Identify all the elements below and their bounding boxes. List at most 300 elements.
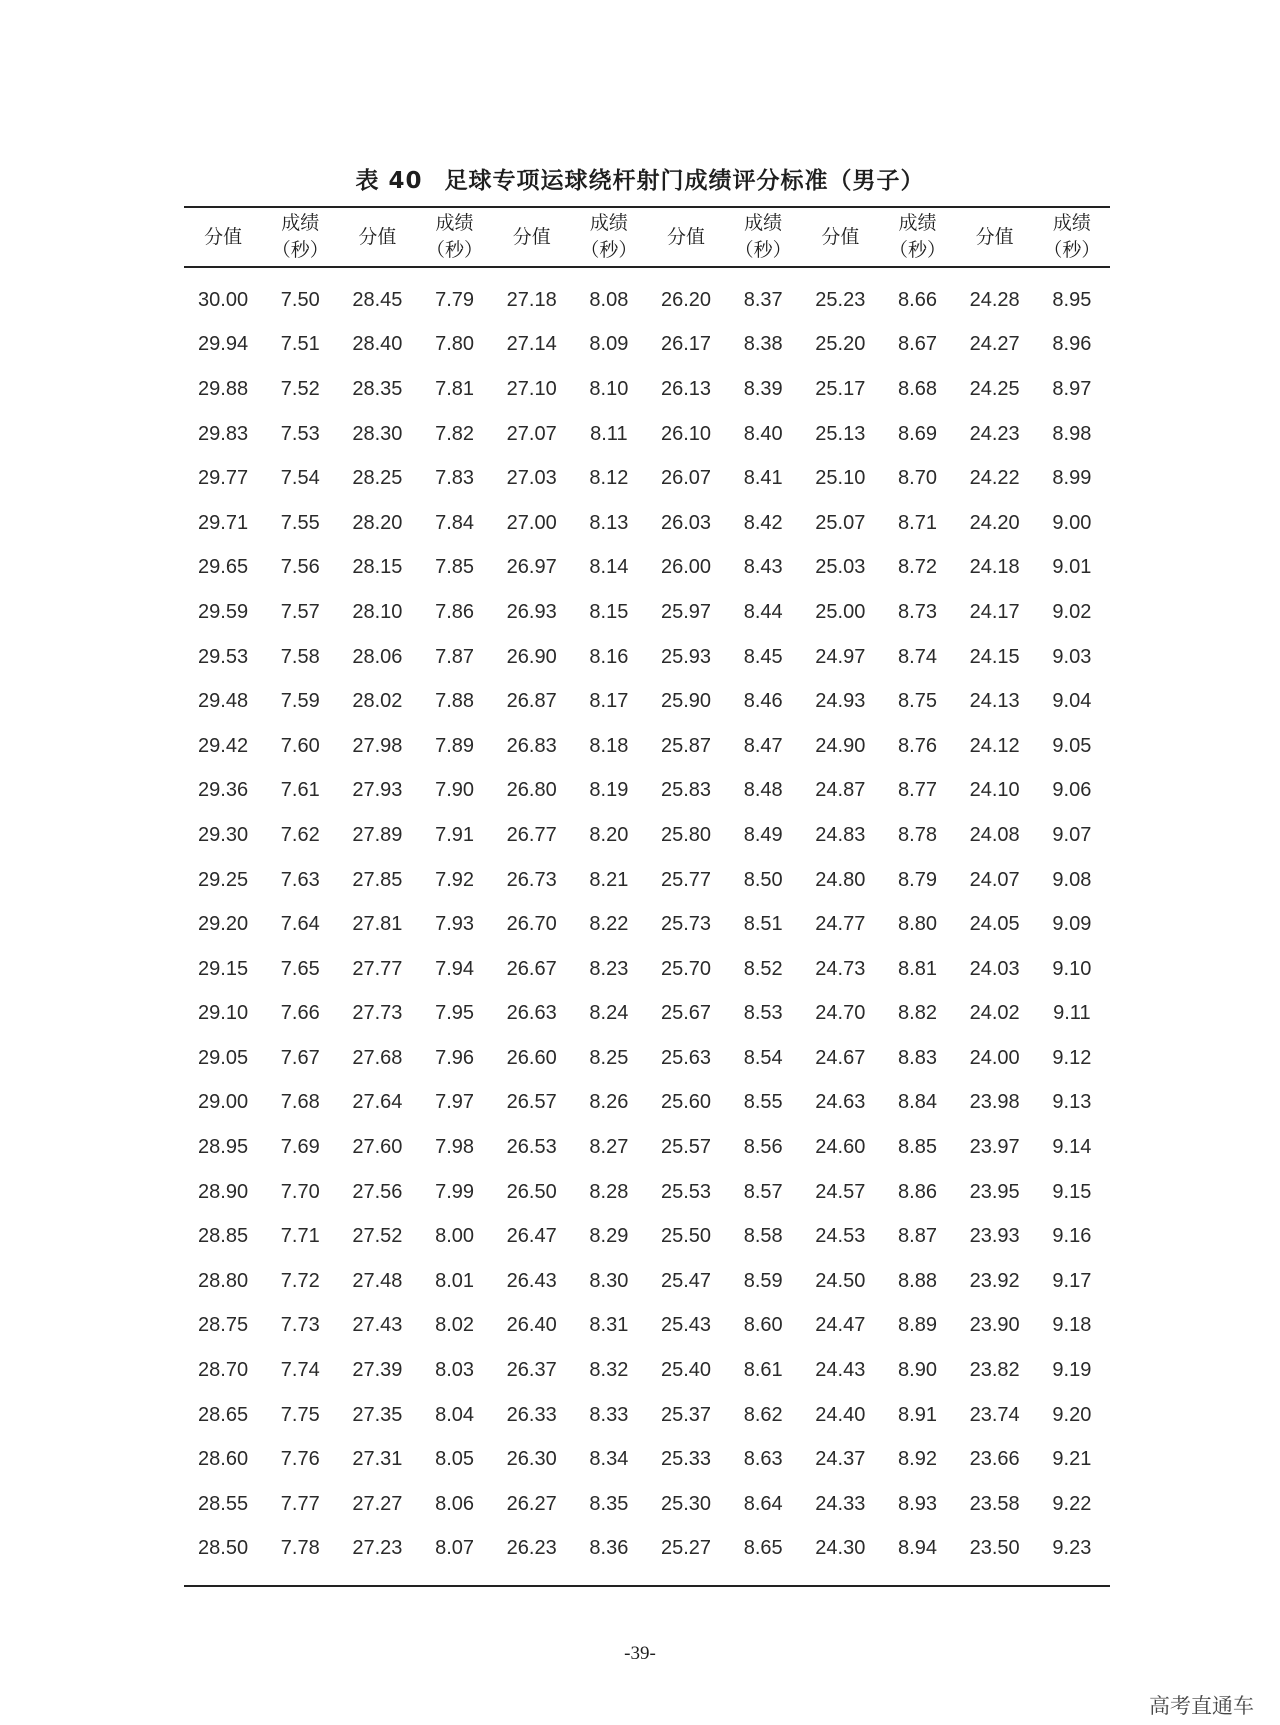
- header-result: [571, 207, 647, 267]
- result-cell: 8.84: [898, 1091, 937, 1114]
- score-cell: 23.50: [969, 1537, 1020, 1560]
- result-cell: 7.65: [280, 957, 320, 980]
- result-cell: 8.05: [435, 1448, 475, 1471]
- result-cell: 8.64: [743, 1492, 783, 1515]
- result-cell: 8.18: [589, 734, 629, 757]
- result-cell: 7.98: [435, 1136, 475, 1159]
- result-cell: 8.82: [898, 1002, 937, 1025]
- score-cell: 26.03: [660, 511, 712, 534]
- score-cell: 24.87: [815, 779, 866, 802]
- result-cell: 8.90: [898, 1359, 937, 1382]
- score-cell: 26.70: [506, 913, 557, 936]
- result-cell: 8.68: [898, 377, 937, 400]
- score-cell: 26.53: [506, 1136, 557, 1159]
- result-cell: 9.01: [1052, 556, 1092, 579]
- score-cell: 27.03: [506, 467, 557, 490]
- result-cell: 8.77: [898, 779, 937, 802]
- result-cell: 8.74: [898, 645, 937, 668]
- table-row: [184, 590, 1110, 635]
- result-cell: 8.62: [743, 1403, 783, 1426]
- score-cell: 29.71: [198, 511, 249, 534]
- score-cell: 28.35: [352, 377, 403, 400]
- result-cell: 9.03: [1052, 645, 1092, 668]
- result-cell: 7.97: [435, 1091, 475, 1114]
- result-cell: 8.69: [898, 422, 937, 445]
- score-cell: 27.56: [352, 1180, 403, 1203]
- score-cell: 24.77: [815, 913, 866, 936]
- score-cell: 28.40: [352, 333, 403, 356]
- result-cell: 8.93: [898, 1492, 937, 1515]
- score-cell: 28.65: [198, 1403, 249, 1426]
- score-cell: 28.90: [198, 1180, 249, 1203]
- score-cell: 25.97: [660, 600, 712, 623]
- score-cell: 24.60: [815, 1136, 866, 1159]
- score-cell: 27.27: [352, 1492, 403, 1515]
- header-score: 分值: [204, 225, 243, 248]
- score-cell: 24.43: [815, 1359, 866, 1382]
- header-result: [725, 207, 801, 267]
- result-cell: 8.60: [743, 1314, 783, 1337]
- score-cell: 26.37: [506, 1359, 557, 1382]
- result-cell: 8.16: [589, 645, 629, 668]
- score-cell: 28.10: [352, 600, 403, 623]
- score-cell: 24.03: [969, 957, 1020, 980]
- header-result-label: 成绩: [744, 212, 783, 234]
- score-cell: 29.10: [198, 1002, 249, 1025]
- result-cell: 9.20: [1052, 1403, 1092, 1426]
- score-cell: 26.77: [506, 823, 557, 846]
- result-cell: 8.10: [589, 377, 629, 400]
- score-cell: 29.42: [198, 734, 249, 757]
- result-cell: 7.52: [280, 377, 320, 400]
- score-cell: 29.36: [198, 779, 249, 802]
- result-cell: 7.95: [435, 1002, 475, 1025]
- score-cell: 25.50: [660, 1225, 712, 1248]
- table-row: [184, 635, 1110, 680]
- result-cell: 8.92: [898, 1448, 937, 1471]
- result-cell: 8.21: [589, 868, 629, 891]
- score-cell: 24.80: [815, 868, 866, 891]
- score-cell: 24.05: [969, 913, 1020, 936]
- result-cell: 8.57: [743, 1180, 783, 1203]
- result-cell: 8.37: [743, 288, 783, 311]
- score-cell: 24.93: [815, 690, 866, 713]
- score-cell: 25.13: [815, 422, 866, 445]
- result-cell: 9.07: [1052, 823, 1092, 846]
- score-cell: 25.10: [815, 467, 866, 490]
- score-cell: 27.68: [352, 1046, 403, 1069]
- result-cell: 8.40: [743, 422, 783, 445]
- result-cell: 7.76: [280, 1448, 320, 1471]
- result-cell: 9.11: [1053, 1002, 1091, 1025]
- result-cell: 9.16: [1052, 1225, 1092, 1248]
- result-cell: 7.91: [435, 823, 475, 846]
- result-cell: 8.86: [898, 1180, 937, 1203]
- table-row: [184, 1437, 1110, 1482]
- result-cell: 8.08: [589, 288, 629, 311]
- result-cell: 8.32: [589, 1359, 629, 1382]
- table-row: [184, 813, 1110, 858]
- score-cell: 29.00: [198, 1091, 249, 1114]
- result-cell: 9.18: [1052, 1314, 1092, 1337]
- table-row: [184, 456, 1110, 501]
- score-cell: 28.45: [352, 288, 403, 311]
- score-cell: 24.28: [969, 288, 1020, 311]
- table-title: [0, 162, 1280, 195]
- table-row: [184, 1527, 1110, 1587]
- result-cell: 9.17: [1052, 1269, 1092, 1292]
- table-number: 表 40: [355, 168, 423, 194]
- score-cell: 28.06: [352, 645, 403, 668]
- result-cell: 7.54: [280, 467, 320, 490]
- score-cell: 25.83: [660, 779, 712, 802]
- score-cell: 28.70: [198, 1359, 249, 1382]
- result-cell: 9.08: [1052, 868, 1092, 891]
- header-result: [416, 207, 492, 267]
- header-result: [879, 207, 955, 267]
- score-cell: 25.63: [660, 1046, 712, 1069]
- score-cell: 24.57: [815, 1180, 866, 1203]
- result-cell: 8.54: [743, 1046, 783, 1069]
- score-cell: 29.59: [198, 600, 249, 623]
- score-cell: 27.98: [352, 734, 403, 757]
- result-cell: 8.67: [898, 333, 937, 356]
- result-cell: 8.80: [898, 913, 937, 936]
- score-cell: 28.25: [352, 467, 403, 490]
- result-cell: 7.58: [280, 645, 320, 668]
- score-cell: 25.43: [660, 1314, 712, 1337]
- result-cell: 9.10: [1052, 957, 1092, 980]
- score-cell: 24.30: [815, 1537, 866, 1560]
- result-cell: 8.43: [743, 556, 783, 579]
- result-cell: 8.14: [589, 556, 629, 579]
- table-row: [184, 412, 1110, 457]
- result-cell: 8.03: [435, 1359, 475, 1382]
- score-cell: 25.40: [660, 1359, 712, 1382]
- result-cell: 7.71: [280, 1225, 320, 1248]
- score-cell: 27.10: [506, 377, 557, 400]
- header-result: [262, 207, 338, 267]
- result-cell: 8.41: [743, 467, 783, 490]
- result-cell: 7.78: [280, 1537, 320, 1560]
- table-row: [184, 724, 1110, 769]
- score-cell: 29.25: [198, 868, 249, 891]
- header-result-unit: （秒）: [580, 239, 638, 261]
- score-cell: 24.13: [969, 690, 1020, 713]
- score-cell: 25.90: [660, 690, 712, 713]
- score-cell: 26.10: [660, 422, 712, 445]
- result-cell: 7.70: [280, 1180, 320, 1203]
- score-cell: 24.15: [969, 645, 1020, 668]
- score-cell: 25.87: [660, 734, 712, 757]
- header-result: [1034, 207, 1110, 267]
- result-cell: 8.12: [589, 467, 629, 490]
- score-cell: 25.73: [660, 913, 712, 936]
- score-cell: 26.57: [506, 1091, 557, 1114]
- result-cell: 8.78: [898, 823, 937, 846]
- result-cell: 7.69: [280, 1136, 320, 1159]
- result-cell: 8.20: [589, 823, 629, 846]
- result-cell: 9.06: [1052, 779, 1092, 802]
- score-cell: 23.66: [969, 1448, 1020, 1471]
- header-score: 分值: [667, 225, 706, 248]
- score-cell: 29.65: [198, 556, 249, 579]
- result-cell: 8.50: [743, 868, 783, 891]
- score-cell: 23.90: [969, 1314, 1020, 1337]
- table-row: [184, 1259, 1110, 1304]
- result-cell: 7.72: [280, 1269, 320, 1292]
- result-cell: 7.55: [280, 511, 320, 534]
- score-cell: 27.31: [352, 1448, 403, 1471]
- score-cell: 29.53: [198, 645, 249, 668]
- score-cell: 25.93: [660, 645, 712, 668]
- score-cell: 27.35: [352, 1403, 403, 1426]
- result-cell: 8.56: [743, 1136, 783, 1159]
- score-cell: 29.83: [198, 422, 249, 445]
- result-cell: 8.27: [589, 1136, 629, 1159]
- result-cell: 7.77: [280, 1492, 320, 1515]
- result-cell: 7.87: [435, 645, 475, 668]
- result-cell: 8.91: [898, 1403, 937, 1426]
- score-cell: 27.48: [352, 1269, 403, 1292]
- score-cell: 24.33: [815, 1492, 866, 1515]
- header-result-label: 成绩: [281, 212, 320, 234]
- result-cell: 9.05: [1052, 734, 1092, 757]
- score-cell: 24.40: [815, 1403, 866, 1426]
- result-cell: 9.12: [1052, 1046, 1092, 1069]
- score-cell: 26.63: [506, 1002, 557, 1025]
- result-cell: 7.66: [280, 1002, 320, 1025]
- score-cell: 25.23: [815, 288, 866, 311]
- result-cell: 8.31: [589, 1314, 629, 1337]
- score-cell: 26.80: [506, 779, 557, 802]
- header-result-label: 成绩: [435, 212, 474, 234]
- result-cell: 8.35: [589, 1492, 629, 1515]
- score-cell: 26.73: [506, 868, 557, 891]
- score-cell: 25.00: [815, 600, 866, 623]
- score-cell: 27.77: [352, 957, 403, 980]
- header-result-label: 成绩: [589, 212, 628, 234]
- result-cell: 8.47: [743, 734, 783, 757]
- result-cell: 8.66: [898, 288, 937, 311]
- score-cell: 24.07: [969, 868, 1020, 891]
- result-cell: 8.99: [1052, 467, 1092, 490]
- result-cell: 7.61: [280, 779, 320, 802]
- table-header: [184, 207, 1110, 267]
- header-result-unit: （秒）: [1043, 239, 1101, 261]
- result-cell: 8.38: [743, 333, 783, 356]
- result-cell: 8.58: [743, 1225, 783, 1248]
- result-cell: 9.02: [1052, 600, 1092, 623]
- result-cell: 7.81: [435, 377, 475, 400]
- table-row: [184, 1482, 1110, 1527]
- table-row: [184, 367, 1110, 412]
- watermark: 高考直通车: [1149, 1694, 1254, 1718]
- score-cell: 25.67: [660, 1002, 712, 1025]
- result-cell: 8.96: [1052, 333, 1092, 356]
- table-row: [184, 902, 1110, 947]
- score-cell: 26.07: [660, 467, 712, 490]
- score-cell: 24.73: [815, 957, 866, 980]
- result-cell: 9.04: [1052, 690, 1092, 713]
- result-cell: 9.15: [1052, 1180, 1092, 1203]
- result-cell: 8.85: [898, 1136, 937, 1159]
- result-cell: 8.70: [898, 467, 937, 490]
- table-row: [184, 1170, 1110, 1215]
- score-cell: 26.93: [506, 600, 557, 623]
- score-cell: 24.08: [969, 823, 1020, 846]
- score-cell: 26.13: [660, 377, 712, 400]
- table-row: [184, 267, 1110, 323]
- table-row: [184, 679, 1110, 724]
- result-cell: 8.49: [743, 823, 783, 846]
- result-cell: 7.90: [435, 779, 475, 802]
- result-cell: 7.73: [280, 1314, 320, 1337]
- result-cell: 7.59: [280, 690, 320, 713]
- score-cell: 27.18: [506, 288, 557, 311]
- score-cell: 24.70: [815, 1002, 866, 1025]
- score-cell: 24.20: [969, 511, 1020, 534]
- score-cell: 25.60: [660, 1091, 712, 1114]
- result-cell: 7.62: [280, 823, 320, 846]
- score-cell: 24.67: [815, 1046, 866, 1069]
- result-cell: 8.81: [898, 957, 937, 980]
- result-cell: 8.51: [743, 913, 783, 936]
- score-cell: 25.80: [660, 823, 712, 846]
- result-cell: 7.64: [280, 913, 320, 936]
- result-cell: 8.28: [589, 1180, 629, 1203]
- result-cell: 7.96: [435, 1046, 475, 1069]
- score-cell: 26.43: [506, 1269, 557, 1292]
- score-cell: 29.77: [198, 467, 249, 490]
- score-cell: 24.02: [969, 1002, 1020, 1025]
- score-cell: 27.73: [352, 1002, 403, 1025]
- score-cell: 24.27: [969, 333, 1020, 356]
- score-cell: 26.20: [660, 288, 712, 311]
- score-cell: 28.80: [198, 1269, 249, 1292]
- score-cell: 24.00: [969, 1046, 1020, 1069]
- score-cell: 29.94: [198, 333, 249, 356]
- table-title-text: 足球专项运球绕杆射门成绩评分标准（男子）: [444, 168, 925, 194]
- result-cell: 8.59: [743, 1269, 783, 1292]
- table-row: [184, 947, 1110, 992]
- table-row: [184, 1304, 1110, 1349]
- result-cell: 7.53: [280, 422, 320, 445]
- score-cell: 29.20: [198, 913, 249, 936]
- result-cell: 8.39: [743, 377, 783, 400]
- result-cell: 8.17: [589, 690, 629, 713]
- result-cell: 8.55: [743, 1091, 783, 1114]
- score-cell: 25.37: [660, 1403, 712, 1426]
- score-cell: 27.14: [506, 333, 557, 356]
- result-cell: 8.44: [743, 600, 783, 623]
- score-cell: 23.92: [969, 1269, 1020, 1292]
- score-cell: 26.33: [506, 1403, 557, 1426]
- score-cell: 23.58: [969, 1492, 1020, 1515]
- score-cell: 25.07: [815, 511, 866, 534]
- result-cell: 8.13: [589, 511, 629, 534]
- result-cell: 7.86: [435, 600, 475, 623]
- result-cell: 9.14: [1052, 1136, 1092, 1159]
- score-cell: 24.63: [815, 1091, 866, 1114]
- result-cell: 9.23: [1052, 1537, 1092, 1560]
- header-result-unit: （秒）: [271, 239, 329, 261]
- header-result-unit: （秒）: [888, 239, 946, 261]
- score-cell: 30.00: [198, 288, 249, 311]
- result-cell: 8.06: [435, 1492, 475, 1515]
- result-cell: 8.29: [589, 1225, 629, 1248]
- result-cell: 7.67: [280, 1046, 320, 1069]
- result-cell: 8.36: [589, 1537, 629, 1560]
- score-cell: 29.30: [198, 823, 249, 846]
- table-row: [184, 1393, 1110, 1438]
- result-cell: 8.53: [743, 1002, 783, 1025]
- result-cell: 8.00: [435, 1225, 475, 1248]
- score-cell: 24.53: [815, 1225, 866, 1248]
- score-cell: 27.07: [506, 422, 557, 445]
- result-cell: 7.75: [280, 1403, 320, 1426]
- result-cell: 7.63: [280, 868, 320, 891]
- header-score: 分值: [975, 225, 1014, 248]
- result-cell: 8.23: [589, 957, 629, 980]
- score-cell: 24.97: [815, 645, 866, 668]
- score-cell: 25.53: [660, 1180, 712, 1203]
- result-cell: 8.71: [898, 511, 937, 534]
- score-cell: 23.82: [969, 1359, 1020, 1382]
- result-cell: 8.98: [1052, 422, 1092, 445]
- table-row: [184, 858, 1110, 903]
- result-cell: 8.48: [743, 779, 783, 802]
- score-cell: 29.48: [198, 690, 249, 713]
- score-cell: 27.00: [506, 511, 557, 534]
- result-cell: 8.65: [743, 1537, 783, 1560]
- score-cell: 26.67: [506, 957, 557, 980]
- score-cell: 25.47: [660, 1269, 712, 1292]
- result-cell: 8.02: [435, 1314, 475, 1337]
- header-result-label: 成绩: [1052, 212, 1091, 234]
- result-cell: 8.87: [898, 1225, 937, 1248]
- score-cell: 27.39: [352, 1359, 403, 1382]
- result-cell: 8.45: [743, 645, 783, 668]
- score-cell: 25.70: [660, 957, 712, 980]
- score-cell: 26.60: [506, 1046, 557, 1069]
- score-cell: 24.22: [969, 467, 1020, 490]
- table-row: [184, 1036, 1110, 1081]
- result-cell: 7.93: [435, 913, 475, 936]
- score-cell: 23.98: [969, 1091, 1020, 1114]
- result-cell: 8.75: [898, 690, 937, 713]
- score-cell: 24.10: [969, 779, 1020, 802]
- result-cell: 8.97: [1052, 377, 1092, 400]
- score-cell: 26.40: [506, 1314, 557, 1337]
- page-number: -39-: [624, 1643, 656, 1664]
- score-cell: 25.77: [660, 868, 712, 891]
- result-cell: 7.99: [435, 1180, 475, 1203]
- result-cell: 9.22: [1052, 1492, 1092, 1515]
- score-cell: 27.93: [352, 779, 403, 802]
- result-cell: 8.11: [590, 422, 628, 445]
- score-cell: 25.03: [815, 556, 866, 579]
- result-cell: 7.74: [280, 1359, 320, 1382]
- score-cell: 28.30: [352, 422, 403, 445]
- header-result-label: 成绩: [898, 212, 937, 234]
- header-result-unit: （秒）: [426, 239, 484, 261]
- score-cell: 24.17: [969, 600, 1020, 623]
- score-cell: 25.17: [815, 377, 866, 400]
- score-cell: 27.64: [352, 1091, 403, 1114]
- result-cell: 9.09: [1052, 913, 1092, 936]
- score-cell: 25.27: [660, 1537, 712, 1560]
